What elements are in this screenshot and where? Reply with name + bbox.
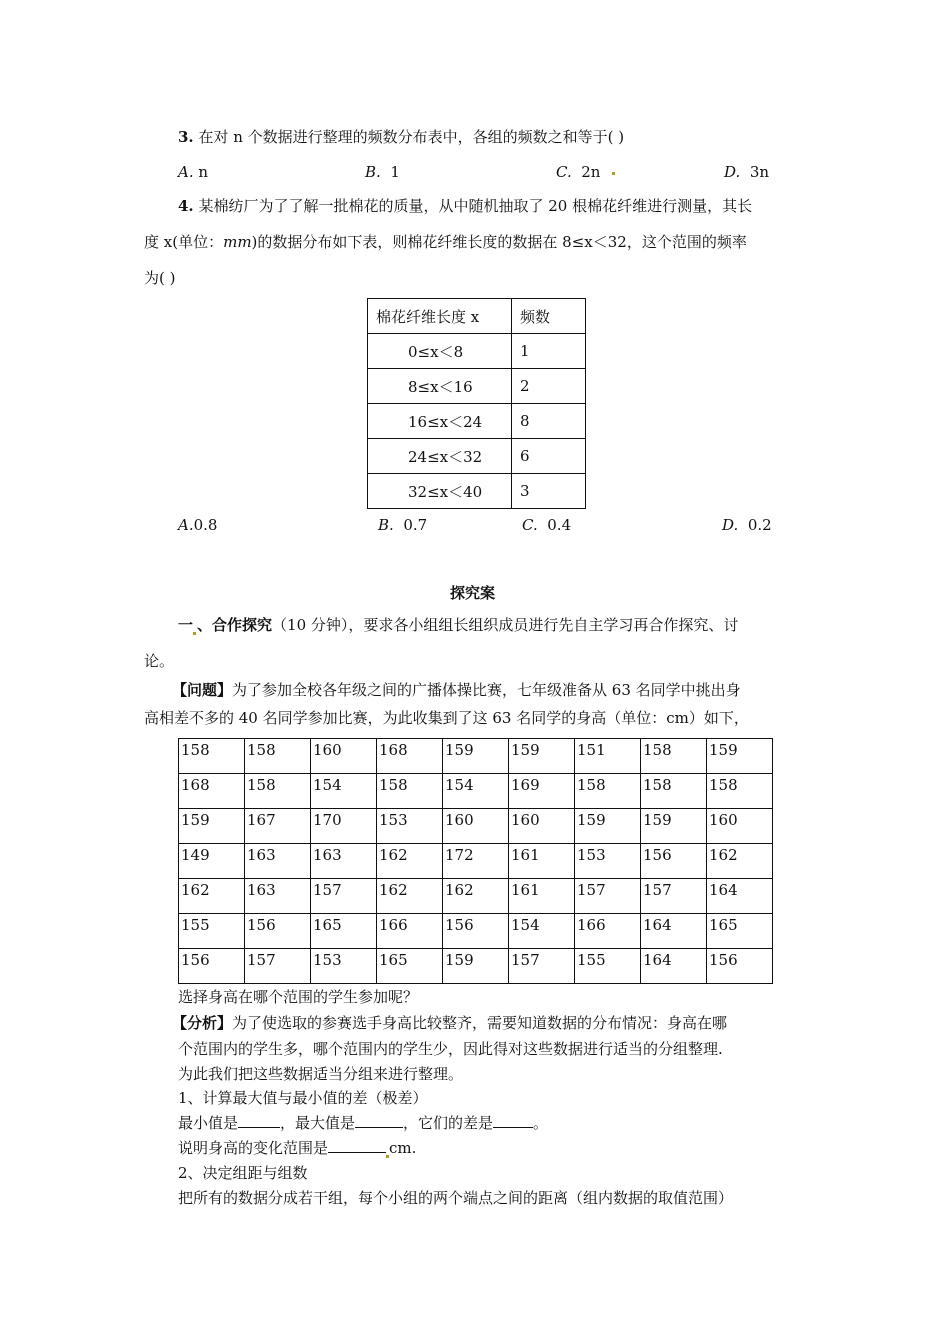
- height-cell: 165: [707, 914, 773, 949]
- q3-option-d: D. 3n: [724, 163, 770, 181]
- height-cell: 172: [443, 844, 509, 879]
- height-cell: 156: [707, 949, 773, 984]
- diff-blank: [493, 1113, 533, 1128]
- table-row: [179, 774, 773, 809]
- height-cell: 161: [509, 879, 575, 914]
- height-cell: 154: [311, 774, 377, 809]
- height-cell: 159: [443, 949, 509, 984]
- height-cell: 157: [509, 949, 575, 984]
- height-cell: 159: [707, 739, 773, 774]
- height-cell: 160: [311, 739, 377, 774]
- analysis-line-1: 【分析】为了使选取的参赛选手身高比较整齐，需要知道数据的分布情况：身高在哪: [172, 1014, 728, 1032]
- height-cell: 156: [641, 844, 707, 879]
- max-blank: [355, 1113, 403, 1128]
- question-3-text: 在对 n 个数据进行整理的频数分布表中，各组的频数之和等于( ): [198, 128, 625, 146]
- height-cell: 157: [575, 879, 641, 914]
- height-cell: 168: [377, 739, 443, 774]
- step-1: 1、计算最大值与最小值的差（极差）: [178, 1089, 428, 1107]
- height-cell: 158: [245, 739, 311, 774]
- q3-option-c: C. 2n: [556, 162, 615, 182]
- height-cell: 162: [707, 844, 773, 879]
- table-header-row: [368, 299, 586, 334]
- height-cell: 170: [311, 809, 377, 844]
- table-row: [179, 879, 773, 914]
- table-header: 棉花纤维长度 x: [368, 299, 512, 334]
- heights-table: [178, 738, 773, 984]
- dot-mark: [193, 632, 196, 635]
- height-cell: 149: [179, 844, 245, 879]
- height-cell: 160: [707, 809, 773, 844]
- question-3-number: 3.: [178, 128, 194, 146]
- table-row: 8≤x＜16 2: [368, 369, 586, 404]
- height-cell: 160: [509, 809, 575, 844]
- section-title: 探究案: [450, 584, 496, 602]
- question-4-line-1: 4. 某棉纺厂为了了解一批棉花的质量，从中随机抽取了 20 根棉花纤维进行测量，其长: [178, 197, 753, 215]
- q4-option-c: C. 0.4: [522, 516, 572, 534]
- height-cell: 166: [377, 914, 443, 949]
- height-cell: 162: [443, 879, 509, 914]
- range-blank: [328, 1138, 386, 1153]
- height-cell: 157: [245, 949, 311, 984]
- table-row: [179, 739, 773, 774]
- step-2: 2、决定组距与组数: [178, 1164, 308, 1182]
- table-header: 频数: [512, 299, 586, 334]
- height-cell: 157: [641, 879, 707, 914]
- table-row: 16≤x＜24 8: [368, 404, 586, 439]
- height-cell: 159: [641, 809, 707, 844]
- height-cell: 154: [443, 774, 509, 809]
- table-row: 32≤x＜40 3: [368, 474, 586, 509]
- step-2-text: 把所有的数据分成若干组，每个小组的两个端点之间的距离（组内数据的取值范围）: [178, 1189, 734, 1207]
- table-row: 24≤x＜32 6: [368, 439, 586, 474]
- height-cell: 151: [575, 739, 641, 774]
- height-cell: 158: [641, 739, 707, 774]
- height-cell: 163: [245, 879, 311, 914]
- height-cell: 157: [311, 879, 377, 914]
- problem-line-1: 【问题】为了参加全校各年级之间的广播体操比赛，七年级准备从 63 名同学中挑出身: [172, 681, 741, 699]
- height-cell: 160: [443, 809, 509, 844]
- height-cell: 162: [179, 879, 245, 914]
- height-cell: 158: [575, 774, 641, 809]
- height-cell: 159: [509, 739, 575, 774]
- height-cell: 158: [641, 774, 707, 809]
- coop-heading: 一 、合作探究（10 分钟），要求各小组组长组织成员进行先自主学习再合作探究、讨: [178, 616, 739, 634]
- height-cell: 159: [443, 739, 509, 774]
- range-line: 说明身高的变化范围是 cm.: [178, 1139, 417, 1157]
- height-cell: 154: [509, 914, 575, 949]
- height-cell: 165: [377, 949, 443, 984]
- table-row: [179, 914, 773, 949]
- problem-tag: 【问题】: [172, 681, 233, 699]
- table-row: [179, 949, 773, 984]
- min-max-line: 最小值是 ，最大值是 ，它们的差是 。: [178, 1114, 549, 1132]
- height-cell: 159: [179, 809, 245, 844]
- table-row: [179, 844, 773, 879]
- height-cell: 163: [245, 844, 311, 879]
- question-4-number: 4.: [178, 197, 194, 215]
- q4-option-b: B. 0.7: [378, 516, 428, 534]
- height-cell: 155: [179, 914, 245, 949]
- dot-mark: [612, 172, 615, 175]
- q4-option-d: D. 0.2: [722, 516, 772, 534]
- height-cell: 165: [311, 914, 377, 949]
- height-cell: 164: [641, 949, 707, 984]
- height-cell: 155: [575, 949, 641, 984]
- q3-option-b: B. 1: [365, 163, 400, 181]
- height-cell: 163: [311, 844, 377, 879]
- height-cell: 164: [707, 879, 773, 914]
- height-cell: 153: [311, 949, 377, 984]
- min-blank: [238, 1113, 280, 1128]
- fiber-length-table: [367, 298, 586, 509]
- question-4-line-2: 度 x(单位：mm)的数据分布如下表，则棉花纤维长度的数据在 8≤x＜32，这个范围的频率: [144, 233, 747, 251]
- q4-option-a: A.0.8: [178, 516, 218, 534]
- height-cell: 158: [377, 774, 443, 809]
- table-row: 0≤x＜8 1: [368, 334, 586, 369]
- height-cell: 166: [575, 914, 641, 949]
- height-cell: 162: [377, 879, 443, 914]
- height-cell: 158: [245, 774, 311, 809]
- steps-intro: 为此我们把这些数据适当分组来进行整理。: [178, 1065, 464, 1083]
- analysis-line-2: 个范围内的学生多，哪个范围内的学生少，因此得对这些数据进行适当的分组整理.: [178, 1040, 723, 1058]
- q3-option-a: A. n: [178, 163, 209, 181]
- height-cell: 161: [509, 844, 575, 879]
- height-cell: 156: [245, 914, 311, 949]
- coop-heading-cont: 论。: [144, 652, 175, 670]
- height-cell: 153: [575, 844, 641, 879]
- height-cell: 162: [377, 844, 443, 879]
- analysis-tag: 【分析】: [172, 1014, 233, 1032]
- height-cell: 156: [443, 914, 509, 949]
- height-cell: 158: [179, 739, 245, 774]
- height-cell: 164: [641, 914, 707, 949]
- table-row: [179, 809, 773, 844]
- question-3: [178, 127, 624, 147]
- height-cell: 153: [377, 809, 443, 844]
- height-cell: 159: [575, 809, 641, 844]
- height-cell: 168: [179, 774, 245, 809]
- height-cell: 167: [245, 809, 311, 844]
- height-cell: 158: [707, 774, 773, 809]
- question-4-line-3: 为( ): [144, 269, 176, 287]
- after-table-question: 选择身高在哪个范围的学生参加呢？: [178, 988, 419, 1006]
- height-cell: 156: [179, 949, 245, 984]
- height-cell: 169: [509, 774, 575, 809]
- problem-line-2: 高相差不多的 40 名同学参加比赛，为此收集到了这 63 名同学的身高（单位：cm）如下，: [144, 709, 749, 727]
